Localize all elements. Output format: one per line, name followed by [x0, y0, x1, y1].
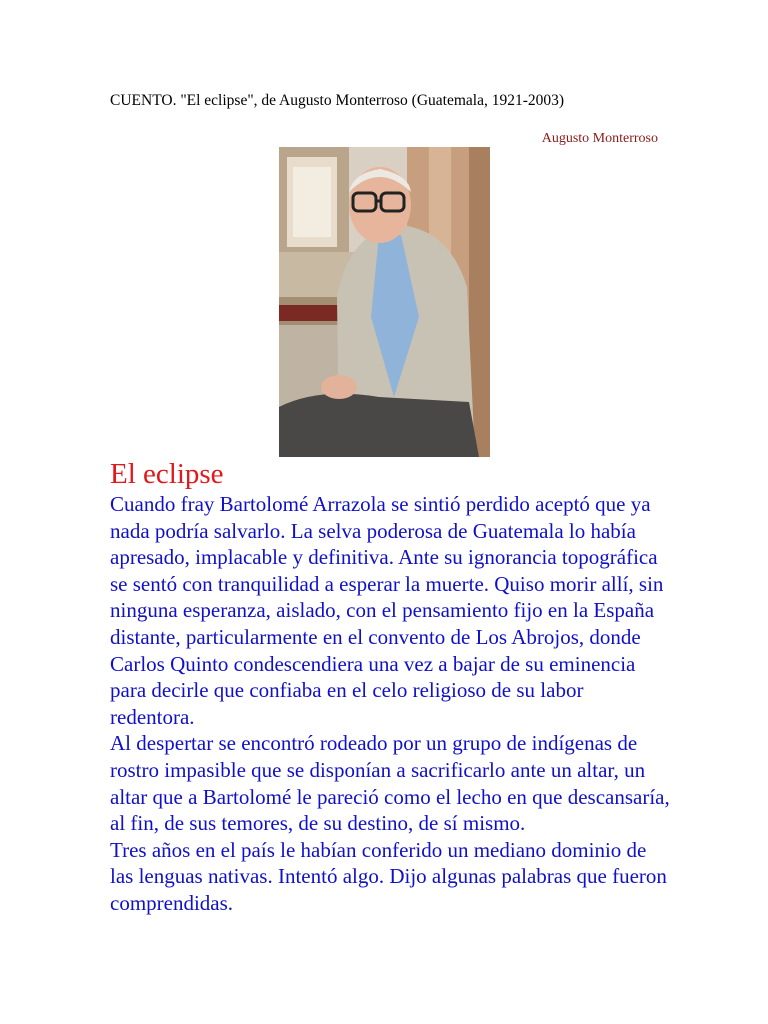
story-title: El eclipse [110, 458, 224, 490]
document-heading: CUENTO. "El eclipse", de Augusto Monterroso (Guatemala, 1921-2003) [110, 92, 565, 109]
story-paragraph: Tres años en el país le habían conferido un mediano dominio de las lenguas nativas. Intentó algo. Dijo algunas palabras que fueron comprendidas. [110, 837, 667, 915]
story-paragraph: Al despertar se encontró rodeado por un grupo de indígenas de rostro impasible que se disponían a sacrificarlo ante un altar, un altar que a Bartolomé le pareció como el lecho en que descansaría, al fin, de sus temores, de su destino, de sí mismo. [110, 731, 670, 836]
photo-caption: Augusto Monterroso [541, 131, 658, 146]
story-body [110, 491, 670, 917]
story-paragraph: Cuando fray Bartolomé Arrazola se sintió perdido aceptó que ya nada podría salvarlo. La selva poderosa de Guatemala lo había apresado, implacable y definitiva. Ante su ignorancia topográfica se sentó con tranquilidad a esperar la muerte. Quiso morir allí, sin ninguna esperanza, aislado, con el pensamiento fijo en la España distante, particularmente en el convento de Los Abrojos, donde Carlos Quinto condescendiera una vez a bajar de su eminencia para decirle que confiaba en el celo religioso de su labor redentora. [110, 492, 664, 729]
author-photo [279, 147, 490, 457]
